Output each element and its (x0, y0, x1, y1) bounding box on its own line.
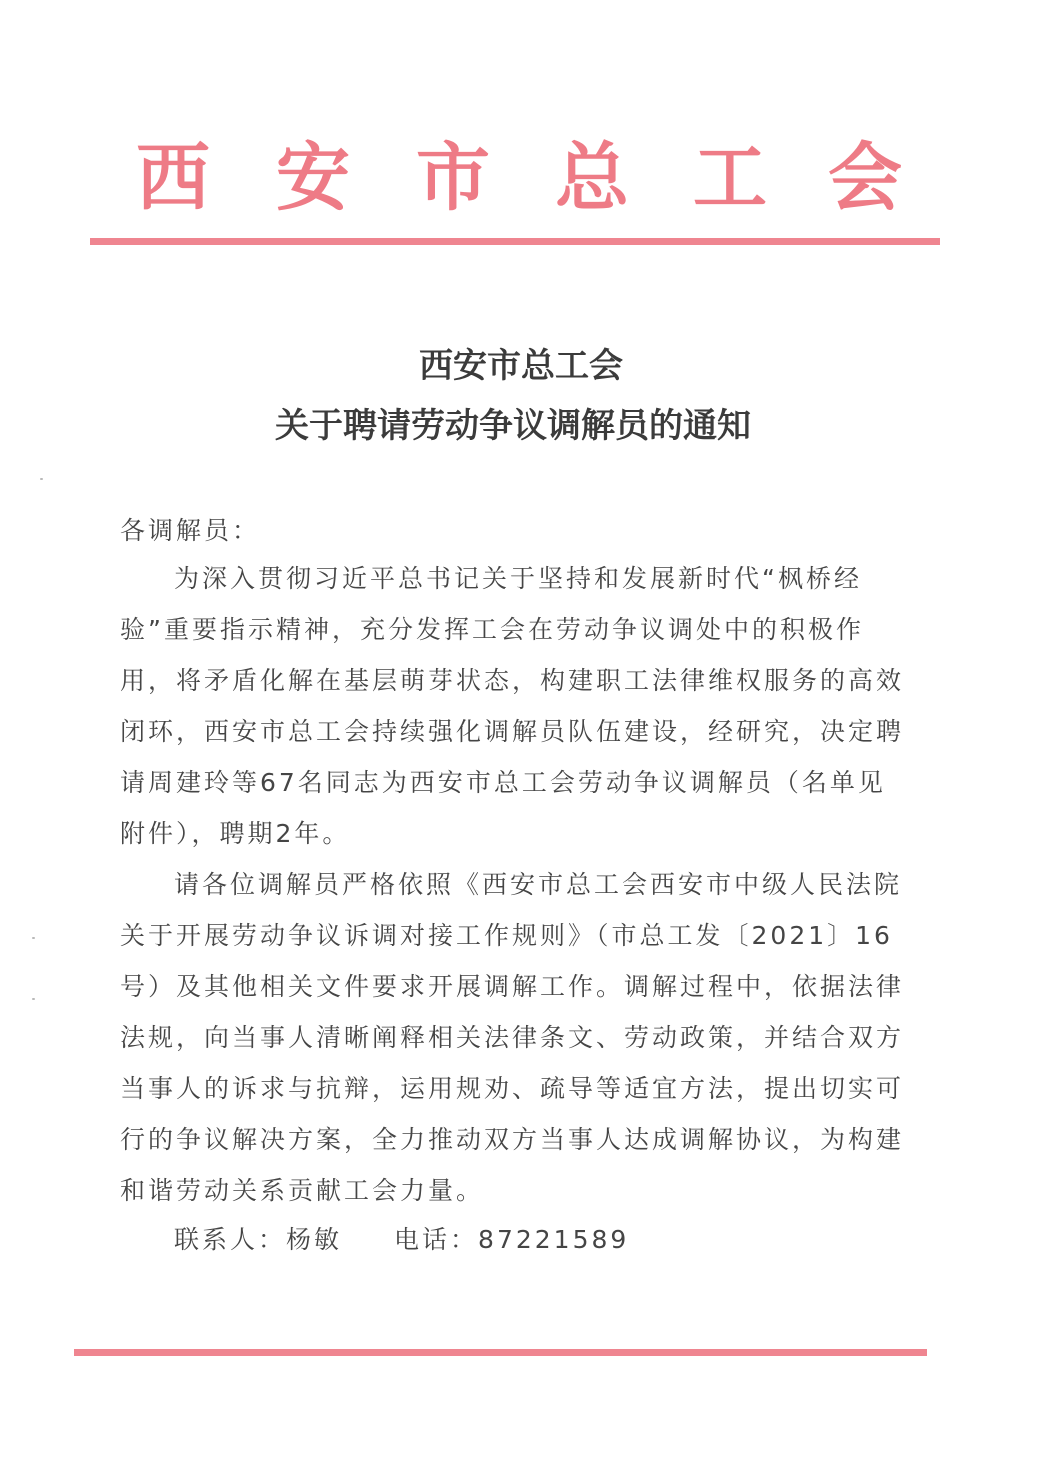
contact-line (174, 1214, 629, 1265)
contact-person-label: 联系人： (174, 1225, 287, 1254)
phone-number: 87221589 (478, 1225, 630, 1254)
body-paragraph: 为深入贯彻习近平总书记关于坚持和发展新时代“枫桥经验”重要指示精神，充分发挥工会在劳动争议调处中的积极作用，将矛盾化解在基层萌芽状态，构建职工法律维权服务的高效闭环，西安市总工会持续强化调解员队伍建设，经研究，决定聘请周建玲等67名同志为西安市总工会劳动争议调解员（名单见附件），聘期2年。 (120, 564, 905, 848)
header-divider (90, 238, 940, 245)
masthead-char: 西 (136, 135, 210, 221)
masthead-char: 总 (555, 135, 629, 221)
footer-divider (74, 1349, 927, 1356)
document-title-line2: 关于聘请劳动争议调解员的通知 (275, 406, 751, 446)
masthead-char: 安 (276, 135, 350, 221)
scan-speck (40, 478, 43, 480)
phone-label: 电话： (394, 1225, 479, 1254)
masthead-char: 会 (828, 135, 902, 221)
masthead-title (90, 128, 940, 228)
body-paragraph: 请各位调解员严格依照《西安市总工会西安市中级人民法院关于开展劳动争议诉调对接工作规则》（市总工发〔2021〕16号）及其他相关文件要求开展调解工作。调解过程中，依据法律法规，向当事人清晰阐释相关法律条文、劳动政策，并结合双方当事人的诉求与抗辩，运用规劝、疏导等适宜方法，提出切实可行的争议解决方案，全力推动双方当事人达成调解协议，为构建和谐劳动关系贡献工会力量。 (120, 870, 905, 1205)
contact-person-name: 杨敏 (286, 1225, 343, 1254)
document-title-line1: 西安市总工会 (419, 346, 623, 386)
scan-speck (32, 937, 35, 939)
masthead-char: 工 (693, 135, 767, 221)
masthead-char: 市 (416, 135, 490, 221)
scan-speck (32, 998, 35, 1000)
salutation: 各调解员： (120, 516, 261, 545)
